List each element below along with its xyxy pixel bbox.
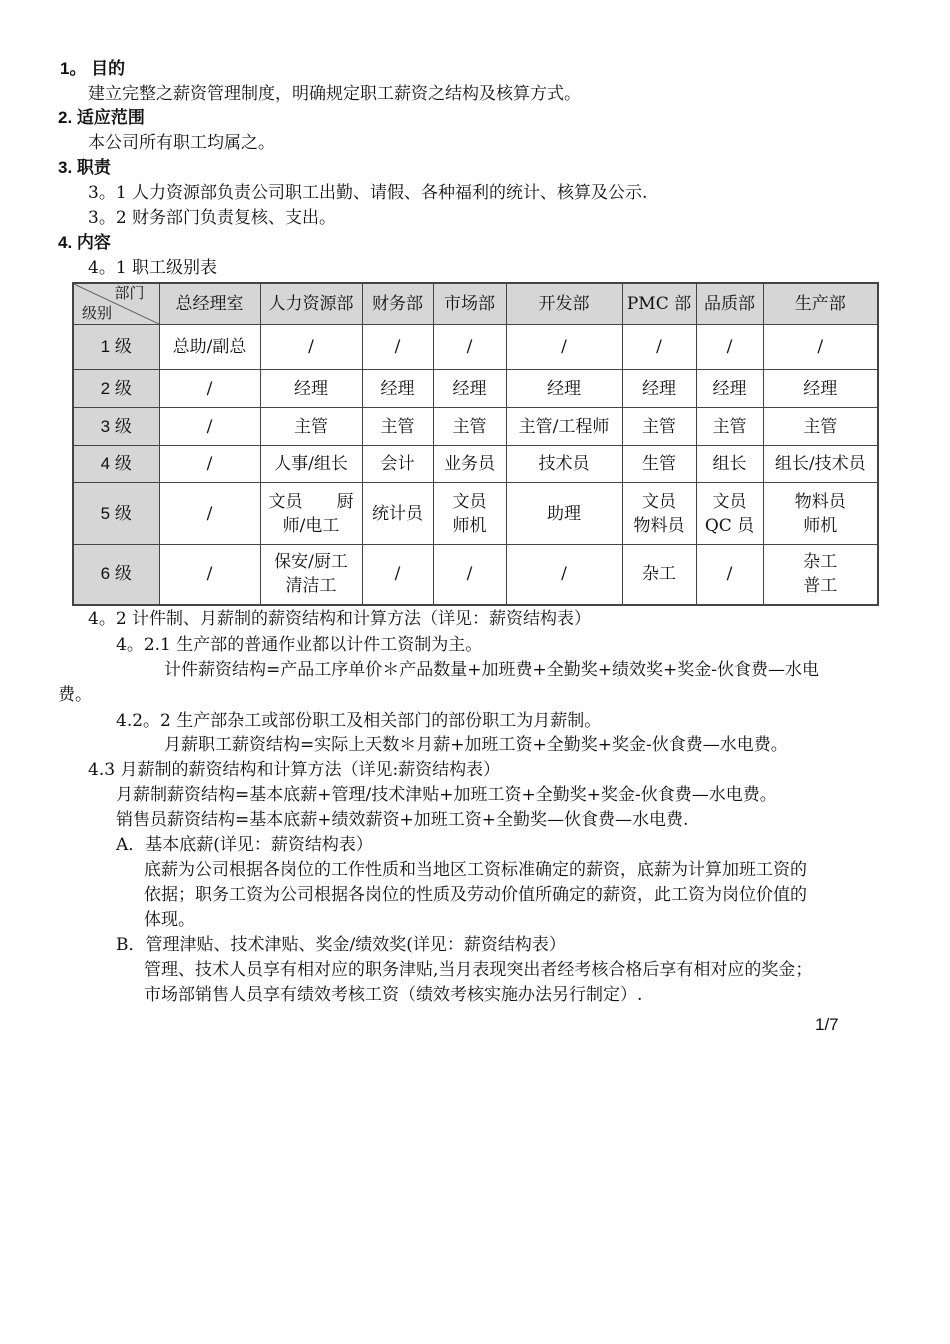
table-cell: / [159, 483, 260, 545]
table-cell: 人事/组长 [260, 446, 362, 483]
table-cell: / [506, 325, 622, 370]
cell-line: 师机 [803, 515, 838, 536]
table-row [73, 545, 878, 605]
table-row [73, 483, 878, 545]
header-cell: PMC 部 [622, 283, 696, 325]
table-row [73, 370, 878, 408]
table-cell: 主管 [622, 408, 696, 446]
header-cell: 人力资源部 [260, 283, 362, 325]
table-row [73, 408, 878, 446]
table-cell: / [622, 325, 696, 370]
table-cell: 主管 [362, 408, 433, 446]
table-cell: 经理 [362, 370, 433, 408]
table-cell: / [260, 325, 362, 370]
table-cell: / [159, 446, 260, 483]
table-cell: 主管 [763, 408, 878, 446]
section-2-heading: 2. 适应范围 [58, 108, 145, 127]
table-row [73, 446, 878, 483]
table-header-row [73, 283, 878, 325]
employee-grade-table [72, 282, 879, 606]
table-cell: 总助/副总 [159, 325, 260, 370]
section-4-heading: 4. 内容 [58, 233, 111, 252]
section-1-heading: 1。 目的 [60, 59, 126, 78]
corner-label-level: 级别 [82, 304, 113, 322]
level-cell: 1 级 [73, 325, 159, 370]
header-cell: 市场部 [433, 283, 506, 325]
cell-line: 师/电工 [282, 515, 340, 536]
corner-label-department: 部门 [114, 284, 145, 302]
section-4-1-title: 4。1 职工级别表 [88, 258, 218, 278]
table-cell [433, 483, 506, 545]
table-cell: / [433, 325, 506, 370]
section-3-item-1: 3。1 人力资源部负责公司职工出勤、请假、各种福利的统计、核算及公示. [88, 183, 648, 203]
table-corner-cell [73, 283, 159, 325]
table-cell [260, 483, 362, 545]
table-cell: 主管 [433, 408, 506, 446]
table-cell [763, 483, 878, 545]
table-cell: 主管 [696, 408, 763, 446]
table-cell: / [159, 545, 260, 605]
table-cell: 主管/工程师 [506, 408, 622, 446]
item-b-title: B．管理津贴、技术津贴、奖金/绩效奖(详见：薪资结构表） [116, 935, 566, 955]
cell-line: 物料员 [633, 515, 685, 536]
table-cell [622, 483, 696, 545]
cell-line: 保安/厨工 [274, 552, 348, 573]
section-3-heading: 3. 职责 [58, 158, 111, 177]
item-a-line-2: 依据；职务工资为公司根据各岗位的性质及劳动价值所确定的薪资，此工资为岗位价值的 [144, 885, 807, 905]
header-cell: 品质部 [696, 283, 763, 325]
cell-line: 普工 [803, 576, 838, 597]
header-cell: 财务部 [362, 283, 433, 325]
level-cell: 6 级 [73, 545, 159, 605]
page-number: 1/7 [815, 1015, 839, 1034]
item-b-line-1: 管理、技术人员享有相对应的职务津贴,当月表现突出者经考核合格后享有相对应的奖金； [144, 960, 813, 980]
table-cell: 经理 [433, 370, 506, 408]
table-cell: 组长 [696, 446, 763, 483]
piece-rate-formula-tail: 费。 [58, 685, 92, 705]
level-cell: 5 级 [73, 483, 159, 545]
item-a-line-3: 体现。 [144, 910, 195, 930]
cell-line: 清洁工 [285, 576, 337, 597]
section-4-3-title: 4.3 月薪制的薪资结构和计算方法（详见:薪资结构表） [88, 760, 501, 780]
table-cell: 组长/技术员 [763, 446, 878, 483]
table-cell: 会计 [362, 446, 433, 483]
table-cell: 生管 [622, 446, 696, 483]
cell-line: 物料员 [794, 491, 846, 512]
table-cell: 经理 [622, 370, 696, 408]
table-cell: 经理 [260, 370, 362, 408]
cell-line: 文员 [712, 491, 747, 512]
section-4-2-title: 4。2 计件制、月薪制的薪资结构和计算方法（详见：薪资结构表） [88, 609, 592, 629]
header-cell: 生产部 [763, 283, 878, 325]
table-cell: 业务员 [433, 446, 506, 483]
table-cell: 技术员 [506, 446, 622, 483]
cell-text: 文员 [268, 491, 303, 512]
piece-rate-formula: 计件薪资结构=产品工序单价＊产品数量+加班费+全勤奖+绩效奖+奖金-伙食费—水电 [164, 660, 819, 680]
table-cell [696, 483, 763, 545]
table-cell: 经理 [506, 370, 622, 408]
cell-line: 文员 [642, 491, 676, 512]
table-cell [763, 545, 878, 605]
table-cell: 统计员 [362, 483, 433, 545]
table-cell: / [763, 325, 878, 370]
level-cell: 4 级 [73, 446, 159, 483]
table-cell: 经理 [763, 370, 878, 408]
monthly-salary-structure: 月薪制薪资结构=基本底薪+管理/技术津贴+加班工资+全勤奖+奖金-伙食费—水电费。 [116, 785, 777, 805]
table-cell: / [159, 370, 260, 408]
table-cell: 经理 [696, 370, 763, 408]
table-cell: / [362, 325, 433, 370]
monthly-formula: 月薪职工薪资结构=实际上天数＊月薪+加班工资+全勤奖+奖金-伙食费—水电费。 [164, 735, 788, 755]
section-2-text: 本公司所有职工均属之。 [88, 133, 275, 153]
item-b-line-2: 市场部销售人员享有绩效考核工资（绩效考核实施办法另行制定）. [144, 985, 643, 1005]
table-cell: / [696, 545, 763, 605]
item-a-title: A．基本底薪(详见：薪资结构表） [116, 835, 373, 855]
header-cell: 总经理室 [159, 283, 260, 325]
cell-line [263, 490, 360, 514]
level-cell: 2 级 [73, 370, 159, 408]
table-cell: / [506, 545, 622, 605]
item-a-line-1: 底薪为公司根据各岗位的工作性质和当地区工资标准确定的薪资，底薪为计算加班工资的 [144, 860, 807, 880]
cell-line: 文员 [452, 491, 487, 512]
table-cell: 助理 [506, 483, 622, 545]
table-cell: / [696, 325, 763, 370]
section-1-text: 建立完整之薪资管理制度，明确规定职工薪资之结构及核算方式。 [88, 84, 581, 104]
section-3-item-2: 3。2 财务部门负责复核、支出。 [88, 208, 337, 228]
section-4-2-1-text: 4。2.1 生产部的普通作业都以计件工资制为主。 [116, 635, 483, 655]
cell-text: 厨 [336, 491, 354, 512]
table-cell: / [362, 545, 433, 605]
section-4-2-2-text: 4.2。2 生产部杂工或部份职工及相关部门的部份职工为月薪制。 [116, 711, 602, 731]
level-cell: 3 级 [73, 408, 159, 446]
cell-line: 杂工 [803, 552, 838, 573]
table-cell: / [433, 545, 506, 605]
table-cell: 杂工 [622, 545, 696, 605]
header-cell: 开发部 [506, 283, 622, 325]
sales-salary-structure: 销售员薪资结构=基本底薪+绩效薪资+加班工资+全勤奖—伙食费—水电费. [116, 810, 689, 830]
table-cell [260, 545, 362, 605]
table-cell: 主管 [260, 408, 362, 446]
table-row [73, 325, 878, 370]
cell-line: QC 员 [704, 515, 755, 536]
cell-line: 师机 [452, 515, 487, 536]
table-cell: / [159, 408, 260, 446]
